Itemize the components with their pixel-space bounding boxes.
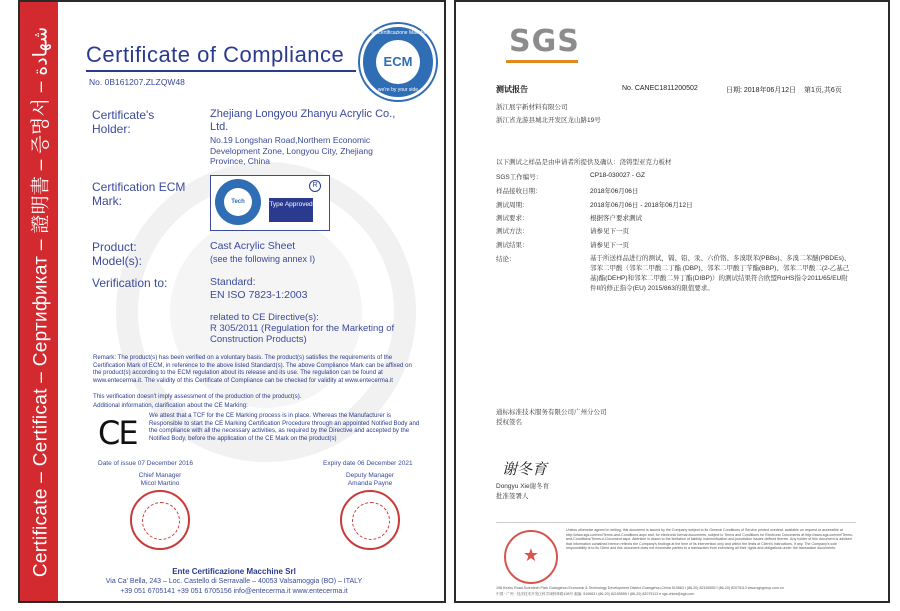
footer-contact: +39 051 6705141 +39 051 6705156 info@entecerma.it www.entecerma.it	[120, 588, 348, 595]
report-title: 测试报告	[496, 85, 528, 94]
directive-label: related to CE Directive(s):	[210, 312, 319, 323]
standard-label: Standard:	[210, 276, 256, 288]
standard-value: EN ISO 7823-1:2003	[210, 289, 308, 301]
footer-address: Via Ca' Bella, 243 – Loc. Castello di Serravalle – 40053 Valsamoggia (BO) – ITALY	[105, 578, 363, 585]
holder-name: Zhejiang Longyou Zhanyu Acrylic Co., Ltd.	[210, 108, 396, 133]
remark-secondary: This verification doesn't imply assessment of the production of the product(s).	[93, 393, 302, 400]
deputy-manager-title: Deputy Manager	[345, 472, 395, 479]
terms-fine-print: Unless otherwise agreed in writing, this document is issued by the Company subject to its General Conditions of Service printed overleaf, available on request or accessible at http://www.sgs.com/en/Terms-and-Conditions.aspx and, for electronic format documents, subject to Terms and Conditions for Electronic Documents at http://www.sgs.com/en/Terms-and-Conditions/Terms-e-Document.aspx. Attention is drawn to the limitation of liability, indemnification and jurisdiction issues defined therein. Any holder of this document is advised that information contained hereon reflects the Company's findings at the time of its intervention only and within the limits of Client's instructions, if any. The Company's sole responsibility is to its Client and this document does not exonerate parties to a transaction from exercising all their rights and obligations under the transaction documents.	[566, 528, 854, 551]
ecm-seal-icon	[360, 24, 436, 100]
verification-label: Verification to:	[92, 276, 168, 290]
row-value: 2018年06月06日 - 2018年06月12日	[590, 202, 693, 209]
signer-name: Dongyu Xie谢冬育	[496, 483, 550, 490]
ecm-mark-circle-text: Tech	[224, 188, 252, 216]
type-approved-badge: Type Approved	[269, 198, 313, 222]
deputy-stamp-icon	[340, 490, 400, 550]
row-value: 请参见下一页	[590, 228, 629, 235]
mark-label: Certification ECM Mark:	[92, 180, 186, 208]
registered-icon: R	[309, 180, 321, 192]
ecm-seal-center: ECM	[376, 40, 420, 84]
product-models: (see the following annex I)	[210, 254, 316, 264]
sidebar-multilingual-text: Certificate – Certificat – Сертификат – 證明書 – 증명서 – شهادة	[30, 26, 52, 578]
row-value: 根据客户要求测试	[590, 215, 642, 222]
report-footer-address-cn: 中国 · 广州 · 经济技术开发区科学城科珠路198号 邮编: 510663 t (86-20) 82155555 f (86-20) 82075113 e sgs.china@sgs.com	[496, 592, 695, 596]
certificate-document	[18, 0, 446, 603]
ce-statement: We attest that a TCF for the CE Marking process is in place. Whereas the Manufacturer is Responsible to start the CE Marking Certification Procedure through an appointed Notified Body and the compliance with all the necessary activities, as required by the Directive and accepted by the Notified Body, before the application of the CE Mark on the product(s)	[149, 412, 420, 442]
star-icon: ★	[522, 545, 540, 565]
sample-intro: 以下测试之样品是由申请者所提供及确认：浇铸型亚克力板材	[496, 159, 672, 166]
footer-divider	[496, 522, 856, 523]
row-label: 测试方法：	[496, 228, 529, 235]
holder-label: Certificate's Holder:	[92, 108, 155, 136]
row-value: CP18-030027 - GZ	[590, 172, 645, 179]
chief-manager-name: Micol Martino	[140, 480, 180, 487]
signer-title: 批准签署人	[496, 493, 529, 500]
row-label: SGS工作编号：	[496, 174, 543, 181]
report-page: 第1页,共6页	[804, 87, 842, 94]
chief-stamp-icon	[130, 490, 190, 550]
handwritten-signature: 谢冬育	[502, 460, 548, 478]
ecm-mark-logo	[210, 175, 330, 231]
sgs-report-document	[454, 0, 890, 603]
ecm-mark-circle-icon	[215, 179, 261, 225]
expiry-date: Expiry date 06 December 2021	[323, 460, 413, 467]
row-value: 2018年06月06日	[590, 188, 639, 195]
report-date: 日期: 2018年06月12日	[726, 87, 797, 94]
conclusion-text: 基于所送样品进行的测试，镉、铅、汞、六价铬、多溴联苯(PBBs)、多溴二苯醚(PBDEs)、邻苯二甲酸（邻苯二甲酸二丁酯 (DBP)、邻苯二甲酸丁苄酯(BBP)、邻苯二甲酸二(2-乙基己基)酯(DEHP)和邻苯二甲酸二异丁酯(DIBP)）的测试结果符合欧盟RoHS指令2011/65/EU附件II的修正指令(EU) 2015/863的限值要求。	[590, 255, 851, 292]
ce-intro: Additional information, clarification about the CE Marking:	[93, 402, 248, 409]
certificate-title: Certificate of Compliance	[86, 42, 345, 67]
deputy-manager-name: Amanda Payne	[347, 480, 393, 487]
ce-mark-icon: CE	[98, 414, 137, 452]
remark-text: Remark: The product(s) has been verified on a voluntary basis. The product(s) satisfies the requirements of the Certification Mark of ECM, in reference to the above listed Standard(s). The above Compliance Mark can be affixed on the product(s) according to the ECM regulation about its release and its use. The regulation can be found at www.entecerma.it. The validity of this Certificate of Compliance can be checked for validity at www.entecerma.it	[93, 354, 412, 384]
conclusion-label: 结论：	[496, 256, 516, 263]
row-label: 测试要求：	[496, 215, 529, 222]
row-label: 测试结果：	[496, 242, 529, 249]
row-value: 请参见下一页	[590, 242, 629, 249]
sgs-logo: SGS	[509, 24, 580, 59]
date-of-issue: Date of issue 07 December 2016	[98, 460, 194, 467]
row-label: 样品接收日期：	[496, 188, 542, 195]
ecm-seal-ring-top: Ente Certificazione Macchine	[365, 30, 431, 36]
sgs-logo-bar	[506, 60, 578, 63]
client-address: 浙江省龙游县城北开发区龙山路19号	[496, 117, 601, 124]
company-name: 通标标准技术服务有限公司广州分公司	[496, 409, 607, 416]
client-name: 浙江展宇新材料有限公司	[496, 104, 568, 111]
company-sign-label: 授权签名	[496, 419, 522, 426]
certificate-number: No. 0B161207.ZLZQW48	[89, 77, 185, 87]
ecm-seal-ring-bottom: we're by your side	[377, 87, 419, 93]
directive-value: R 305/2011 (Regulation for the Marketing of Construction Products)	[210, 323, 395, 345]
certificate-sidebar	[20, 2, 58, 601]
title-underline	[86, 70, 356, 72]
chief-manager-title: Chief Manager	[138, 472, 182, 479]
holder-address: No.19 Longshan Road,Northern Economic Development Zone, Longyou City, Zhejiang Province, China	[210, 135, 373, 166]
footer-organization: Ente Certificazione Macchine Srl	[172, 567, 296, 576]
report-footer-address: 198 Kezhu Road,Scientech Park Guangzhou Economic & Technology Development District,Guangzhou,China 510663 t (86-20) 82155555 f (86-20) 82075113 www.sgsgroup.com.cn	[496, 586, 784, 590]
product-value: Cast Acrylic Sheet	[210, 240, 296, 252]
product-label: Product: Model(s):	[92, 240, 143, 268]
report-number: No. CANEC1811200502	[622, 85, 698, 92]
row-label: 测试周期：	[496, 202, 529, 209]
sgs-stamp-icon	[504, 530, 558, 584]
